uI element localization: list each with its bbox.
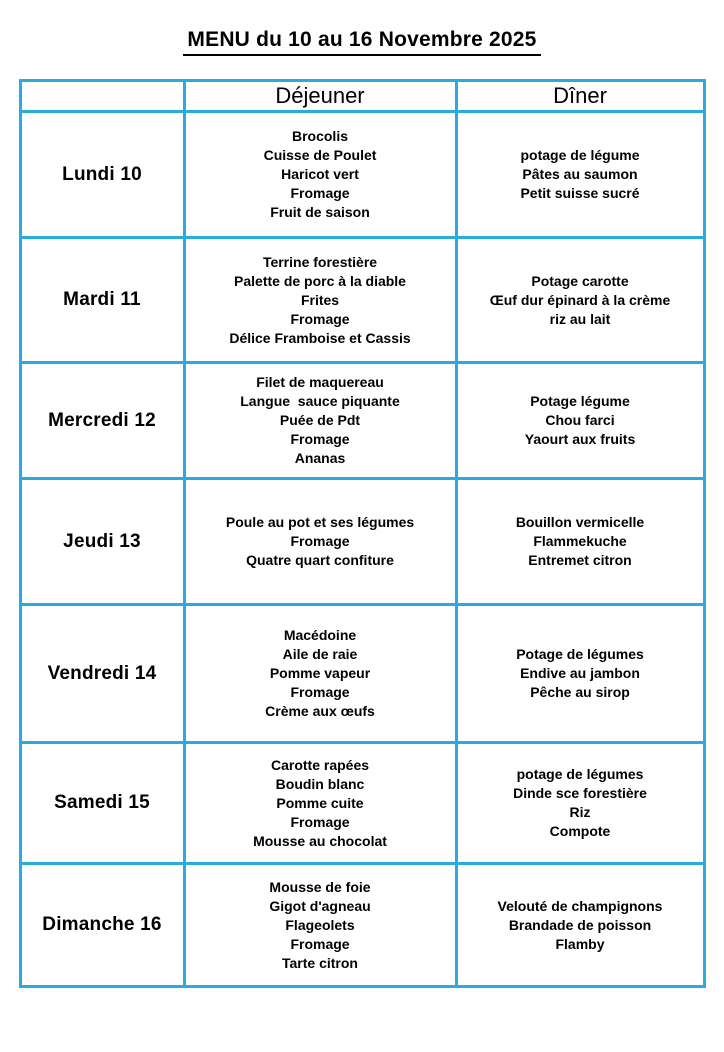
menu-item-line: Terrine forestière <box>262 253 378 270</box>
menu-item-line: Fromage <box>290 813 350 830</box>
column-header-dinner: Dîner <box>456 81 704 112</box>
menu-item-line: Haricot vert <box>281 166 359 182</box>
menu-item-line: Gigot d'agneau <box>269 897 371 914</box>
menu-item-line: Compote <box>549 823 611 839</box>
menu-item-line: Fromage <box>290 684 350 700</box>
day-cell: Samedi 15 <box>20 743 184 864</box>
lunch-cell <box>184 112 456 238</box>
dinner-cell <box>456 363 704 479</box>
menu-item-line: Macédoine <box>283 627 357 643</box>
menu-row-friday <box>20 605 704 743</box>
menu-item-line: Flageolets <box>285 916 355 933</box>
menu-item-line: Bouillon vermicelle <box>515 514 645 530</box>
menu-item-line: Fruit de saison <box>270 204 370 220</box>
dinner-cell <box>456 112 704 238</box>
table-header-row <box>20 81 704 112</box>
menu-item-line: Potage carotte <box>531 272 629 289</box>
menu-item-line: Fromage <box>290 533 350 549</box>
menu-item-line: Œuf dur épinard à la crème <box>489 291 671 308</box>
lunch-cell <box>184 864 456 987</box>
menu-item-line: Potage légume <box>530 393 630 409</box>
day-cell: Dimanche 16 <box>20 864 184 987</box>
menu-item-line: Frites <box>300 291 340 308</box>
dinner-cell <box>456 238 704 363</box>
menu-item-line: Riz <box>569 804 591 820</box>
menu-row-thursday <box>20 479 704 605</box>
menu-item-line: Fromage <box>290 935 350 952</box>
dinner-cell <box>456 479 704 605</box>
day-cell: Lundi 10 <box>20 112 184 238</box>
menu-item-line: potage de légume <box>520 147 640 163</box>
menu-item-line: Potage de légumes <box>516 646 644 662</box>
menu-item-line: Boudin blanc <box>275 775 365 792</box>
menu-row-wednesday <box>20 363 704 479</box>
menu-item-line: Pomme vapeur <box>269 665 371 681</box>
menu-item-line: Ananas <box>294 450 346 466</box>
menu-item-line: Poule au pot et ses légumes <box>225 514 415 530</box>
menu-document-page <box>0 28 724 1052</box>
menu-item-line: Flammekuche <box>533 533 627 549</box>
day-cell: Vendredi 14 <box>20 605 184 743</box>
day-cell: Mercredi 12 <box>20 363 184 479</box>
menu-item-line: Dinde sce forestière <box>513 785 647 801</box>
dinner-cell <box>456 743 704 864</box>
menu-item-line: potage de légumes <box>516 766 644 782</box>
lunch-cell <box>184 605 456 743</box>
menu-item-line: Brocolis <box>291 128 348 144</box>
page-title <box>0 28 724 52</box>
menu-item-line: Langue sauce piquante <box>240 393 400 409</box>
menu-item-line: Tarte citron <box>282 954 358 971</box>
menu-item-line: Délice Framboise et Cassis <box>229 329 411 346</box>
menu-item-line: Fromage <box>290 310 350 327</box>
day-cell: Mardi 11 <box>20 238 184 363</box>
menu-item-line: Puée de Pdt <box>279 412 361 428</box>
menu-item-line: Endive au jambon <box>520 665 640 681</box>
lunch-cell <box>184 479 456 605</box>
lunch-cell <box>184 743 456 864</box>
menu-item-line: Filet de maquereau <box>256 374 384 390</box>
menu-item-line: riz au lait <box>549 310 611 327</box>
menu-item-line: Mousse de foie <box>269 878 371 895</box>
dinner-cell <box>456 864 704 987</box>
menu-item-line: Flamby <box>555 935 605 952</box>
day-cell: Jeudi 13 <box>20 479 184 605</box>
menu-item-line: Mousse au chocolat <box>253 832 387 849</box>
menu-item-line: Velouté de champignons <box>497 897 663 914</box>
menu-item-line: Yaourt aux fruits <box>524 431 636 447</box>
lunch-cell <box>184 238 456 363</box>
menu-item-line: Aile de raie <box>282 646 358 662</box>
menu-row-tuesday <box>20 238 704 363</box>
menu-item-line: Fromage <box>290 185 350 201</box>
page-title-text: MENU du 10 au 16 Novembre 2025 <box>183 28 540 56</box>
menu-item-line: Entremet citron <box>528 552 632 568</box>
menu-item-line: Chou farci <box>545 412 615 428</box>
menu-row-sunday <box>20 864 704 987</box>
menu-item-line: Carotte rapées <box>270 756 370 773</box>
dinner-cell <box>456 605 704 743</box>
menu-row-saturday <box>20 743 704 864</box>
menu-item-line: Pêche au sirop <box>530 684 630 700</box>
menu-item-line: Petit suisse sucré <box>520 185 640 201</box>
day-column-header-empty <box>20 81 184 112</box>
menu-item-line: Cuisse de Poulet <box>263 147 377 163</box>
lunch-cell <box>184 363 456 479</box>
menu-item-line: Pomme cuite <box>276 794 364 811</box>
menu-table <box>19 79 706 988</box>
menu-item-line: Quatre quart confiture <box>246 552 394 568</box>
menu-row-monday <box>20 112 704 238</box>
menu-item-line: Brandade de poisson <box>508 916 652 933</box>
column-header-lunch: Déjeuner <box>184 81 456 112</box>
menu-item-line: Pâtes au saumon <box>522 166 638 182</box>
menu-item-line: Palette de porc à la diable <box>234 272 406 289</box>
menu-item-line: Fromage <box>290 431 350 447</box>
menu-item-line: Crème aux œufs <box>265 703 375 719</box>
